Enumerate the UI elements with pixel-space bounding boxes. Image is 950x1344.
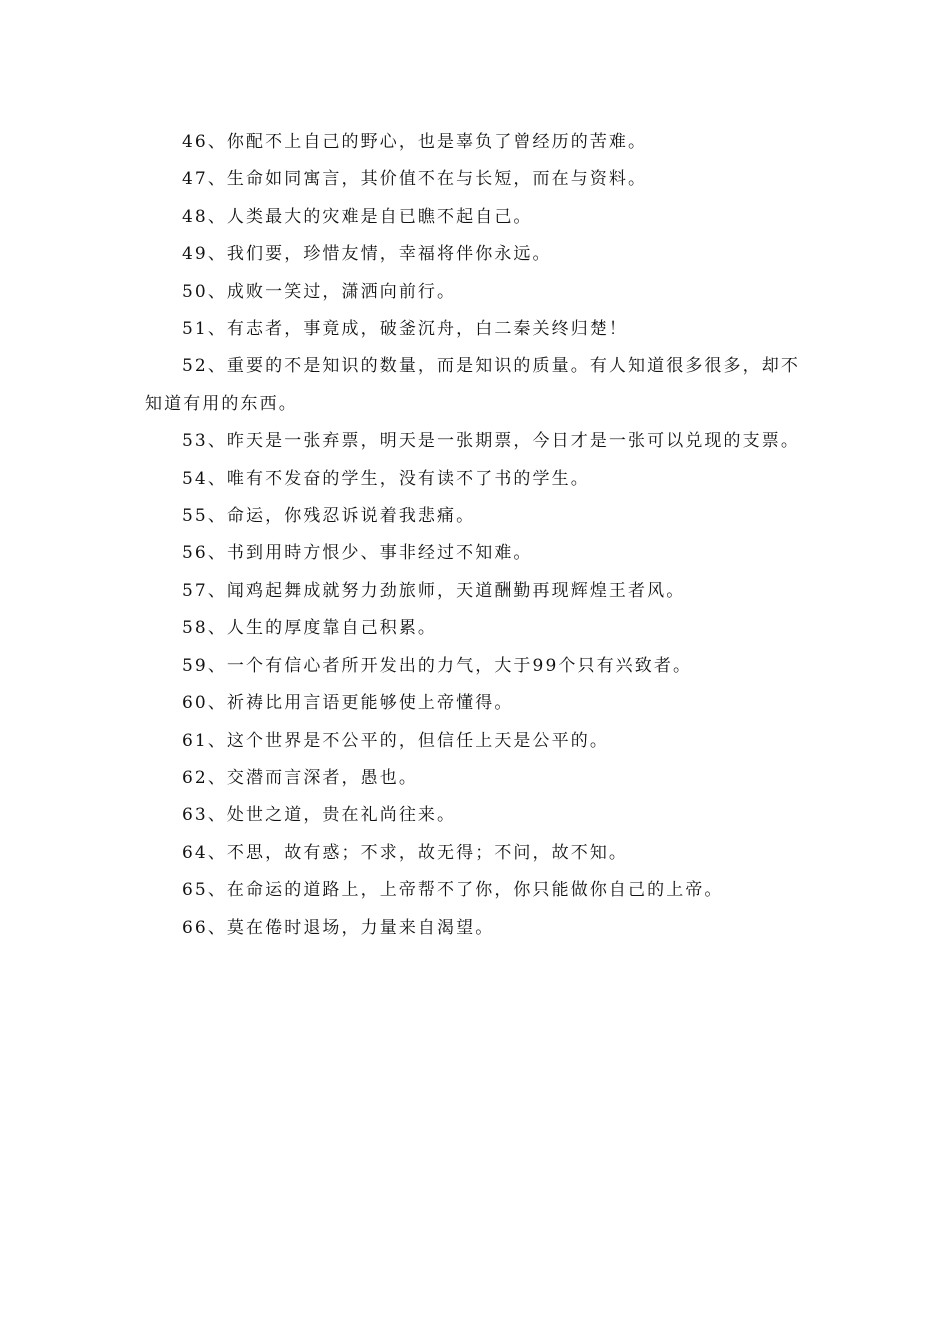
quote-line: 46、你配不上自己的野心，也是辜负了曾经历的苦难。 bbox=[182, 132, 648, 152]
quote-line: 47、生命如同寓言，其价值不在与长短，而在与资料。 bbox=[182, 169, 648, 190]
quote-line: 50、成败一笑过，潇洒向前行。 bbox=[182, 281, 457, 302]
quote-line: 66、莫在倦时退场，力量来自渴望。 bbox=[182, 917, 495, 938]
quote-line: 51、有志者，事竟成，破釜沉舟，白二秦关终归楚！ bbox=[182, 319, 629, 340]
quote-line: 49、我们要，珍惜友情，幸福将伴你永远。 bbox=[182, 244, 552, 265]
quote-list bbox=[145, 124, 805, 947]
quote-line: 64、不思，故有惑；不求，故无得；不问，故不知。 bbox=[182, 842, 629, 863]
quote-line: 48、人类最大的灾难是自已瞧不起自己。 bbox=[182, 206, 533, 227]
quote-line: 65、在命运的道路上，上帝帮不了你，你只能做你自己的上帝。 bbox=[182, 880, 724, 901]
quote-line: 52、重要的不是知识的数量，而是知识的质量。有人知道很多很多，却不知道有用的东西。 bbox=[145, 356, 800, 414]
quote-line: 54、唯有不发奋的学生，没有读不了书的学生。 bbox=[182, 468, 590, 489]
quote-line: 53、昨天是一张弃票，明天是一张期票，今日才是一张可以兑现的支票。 bbox=[182, 431, 800, 452]
quote-line: 59、一个有信心者所开发出的力气，大于99个只有兴致者。 bbox=[182, 655, 693, 676]
quote-line: 58、人生的厚度靠自己积累。 bbox=[182, 618, 438, 639]
quote-line: 57、闻鸡起舞成就努力劲旅师，天道酬勤再现辉煌王者风。 bbox=[182, 580, 686, 601]
quote-line: 56、书到用時方恨少、事非经过不知难。 bbox=[182, 543, 533, 564]
quote-line: 61、这个世界是不公平的，但信任上天是公平的。 bbox=[182, 730, 609, 751]
quote-line: 62、交潜而言深者，愚也。 bbox=[182, 767, 418, 788]
quote-line: 60、祈祷比用言语更能够使上帝懂得。 bbox=[182, 693, 514, 714]
quote-line: 55、命运，你残忍诉说着我悲痛。 bbox=[182, 506, 476, 527]
quote-line: 63、处世之道，贵在礼尚往来。 bbox=[182, 805, 457, 826]
